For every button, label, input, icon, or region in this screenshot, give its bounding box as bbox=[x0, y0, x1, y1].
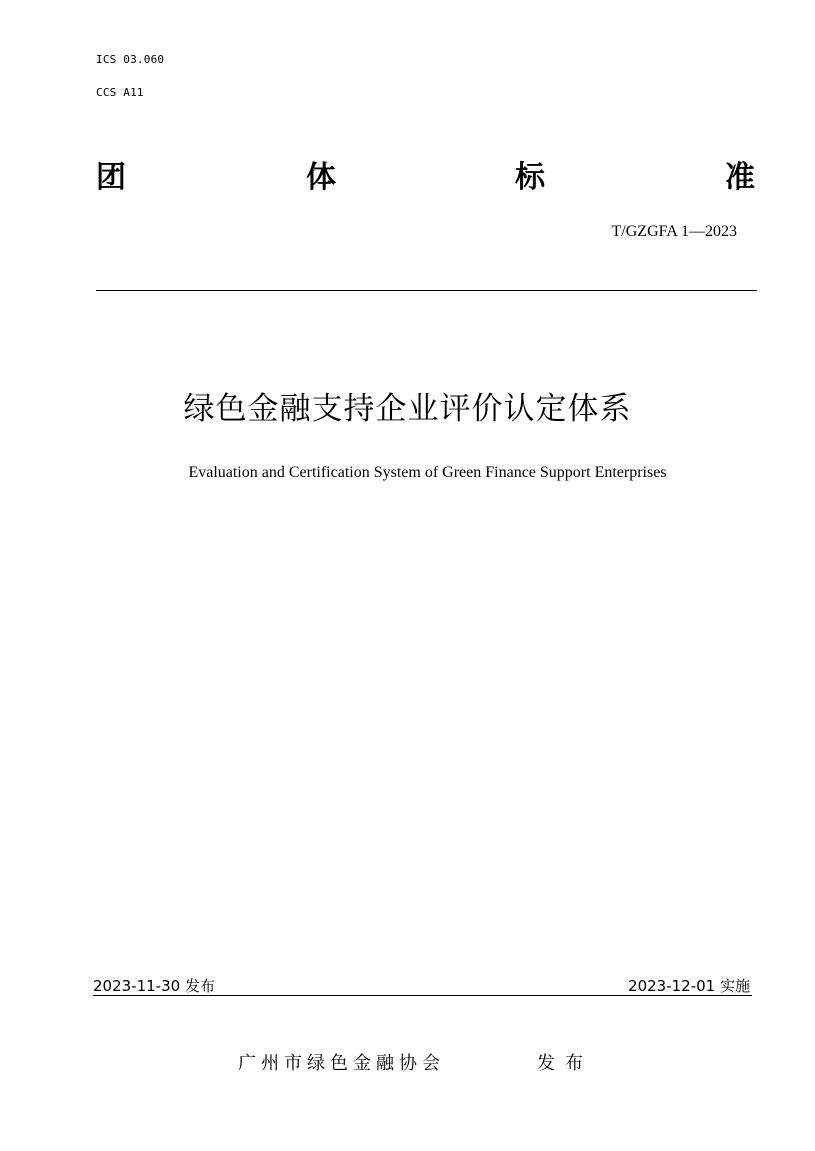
issuer-organization: 广州市绿色金融协会 bbox=[238, 1053, 445, 1074]
title-chinese: 绿色金融支持企业评价认定体系 bbox=[183, 391, 632, 427]
header-divider bbox=[96, 290, 757, 291]
standard-type-char-2: 体 bbox=[306, 160, 336, 195]
standard-type-char-4: 准 bbox=[725, 160, 755, 195]
standard-type-char-1: 团 bbox=[96, 160, 126, 195]
date-line bbox=[93, 977, 752, 996]
ics-code: ICS 03.060 bbox=[96, 53, 165, 66]
title-english: Evaluation and Certification System of Green Finance Support Enterprises bbox=[188, 464, 667, 481]
ccs-code: CCS A11 bbox=[96, 86, 144, 99]
issuer-action: 发布 bbox=[537, 1053, 593, 1074]
publication-date: 2023-11-30 发布 bbox=[93, 977, 215, 995]
standard-type-char-3: 标 bbox=[515, 160, 545, 195]
standard-number: T/GZGFA 1—2023 bbox=[611, 223, 737, 240]
implementation-date: 2023-12-01 实施 bbox=[628, 977, 750, 995]
